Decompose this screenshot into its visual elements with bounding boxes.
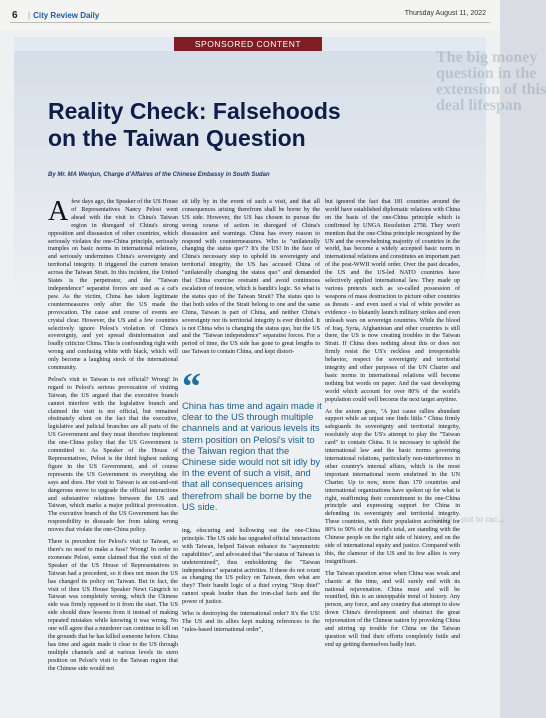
- paragraph: [48, 196, 178, 373]
- article-column-2-top: [182, 199, 320, 367]
- sponsor-bar: [14, 37, 486, 51]
- paper-name-text: City Review Daily: [33, 11, 100, 20]
- article-headline: [48, 98, 428, 152]
- bleed-through-text: Abdel... put to rac...: [430, 515, 505, 524]
- bleed-through-headline: [436, 49, 546, 114]
- issue-date: Thursday August 11, 2022: [404, 10, 486, 17]
- paragraph: sit idly by in the event of such a visit, and that all consequences arising therefrom shall be borne by the US side. However, the US has chosen to pursue the wrong course of action in disregard of China's dissuasion and warnings. China has every reason to respond with countermeasures. Who is "unilaterally changing the status quo"? It's the US! In the face of China's necessary step to uphold its sovereignty and territorial integrity, the US has accused China of "unilaterally changing the status quo" and demanded that China exercise restraint and avoid continuous escalation of tension, which is bandit's logic. So what is the status quo of the Taiwan Strait? The status quo is that both sides of the Strait belong to one and the same China, Taiwan is part of China, and neither China's sovereignty nor its territorial integrity is ever divided. It is not China who is changing the status quo, but the US and the "Taiwan independence" separatist forces. For a period of time, the US side has gone to great lengths to use Taiwan to contain China, and kept distort-: [182, 199, 320, 356]
- bleed-line: question in the: [436, 65, 537, 82]
- paragraph: The Taiwan question arose when China was weak and chaotic at the time, and will surely end with its national rejuvenation. China must and will be reunified, this is an unstoppable trend of history. Any person, any force, and any country that attempt to slow down China's development and obstruct the great rejuvenation of the Chinese nation by provoking China and stirring up trouble for China on the Taiwan question will find their efforts completely futile and end up getting themselves badly hurt.: [325, 570, 460, 648]
- paragraph: As the axiom goes, "A just cause rallies abundant support while an unjust one finds little." China firmly safeguards its sovereignty and territorial integrity, resolutely stop the US's attempt to play the "Taiwan card" to contain China. It is necessary to uphold the international law and the basic norms governing international relations, particularly non-interference in other country's internal affairs, which is the most important international norm enshrined in the UN Charter. Up to now, more than 170 countries and international organizations have spoken up for what is right, reaffirming their commitment to the one-China principle and expressing support for China in defending its sovereignty and territorial integrity. These countries, with their population accounting for 80% to 90% of the world's total, are standing with the Chinese people on the right side of history, and on the side of international equity and justice. Compared with this, the clamour of the US and its few allies is very insignificant.: [325, 408, 460, 565]
- paper-name: | City Review Daily: [28, 11, 100, 20]
- byline: By Mr. MA Wenjun, Charge d'Affaires of the Chinese Embassy in South Sudan: [48, 172, 270, 178]
- article-column-3: [325, 199, 460, 704]
- article-column-2-bottom: [182, 528, 320, 700]
- paragraph: but ignored the fact that 181 countries around the world have established diplomatic relations with China on the basis of the one-China principle which is confirmed by UNGA Resolution 2758. They won't mention that the one-China principle recognized by the UN and the overwhelming majority of countries in the world, has become a widely accepted basic norm in international relations and constitutes an important part of the post-WWII world order. Over the past decades, the US and the US-led NATO countries have selectively applied international law. They made up various pretexts such as so-called possession of weapons of mass destruction to picture other countries as threats - and even used a vial of white powder as evidence - to blatantly launch military strikes and even unleash wars on sovereign countries. While the blood of Iraq, Syria, Afghanistan and other countries is still there, the US is now creating troubles in the Taiwan Strait. If China does nothing about this or does not firmly resist the US's reckless and irresponsible behavior, respect for sovereignty and territorial integrity and other purposes of the UN Charter and basic norms in international relations will become nothing but words on paper. And the vast developing world which account for over 80% of the world's population could well become the next target anytime.: [325, 199, 460, 403]
- masthead: [0, 0, 500, 30]
- quote-mark-icon: “: [182, 366, 201, 408]
- article-column-1: [48, 196, 178, 699]
- paragraph-text: few days ago, the Speaker of the US House of Representatives Nancy Pelosi went ahead with the visit to China's Taiwan region in disregard of China's strong opposition and dissuasion of other countries, which seriously violates the one-China principle, seriously tramples on basic norms in international relations, and seriously undermines China's sovereignty and territorial integrity. It triggered the current tension across the Taiwan Strait. In this incident, the United States is the perpetrator, and the "Taiwan independence" separatist forces are used as a cat's paw. As the victim, China has taken legitimate countermeasures only after the US made the provocation. The cause and course of events are crystal clear. However, the US and a few countries selectively ignore Pelosi's violation of China's sovereignty, and yet spread disinformation and loudly criticize China. This is confounding right with wrong and confusing white with black, which will only become a laughing stock of the international community.: [48, 199, 178, 372]
- bleed-line: deal lifespan: [436, 97, 522, 114]
- drop-cap: A: [48, 196, 69, 227]
- bleed-line: The big money: [436, 49, 538, 66]
- pull-quote: China has time and again made it clear to the US through multiple channels and at various levels its stern position on Pelosi's visit to the Taiwan region that the Chinese side would not sit idly by in the event of such a visit, and that all consequences arising therefrom shall be borne by the US side.: [182, 400, 322, 512]
- paragraph: There is precedent for Pelosi's visit to Taiwan, so there's no need to make a fuss? Wrong! In order to exonerate Pelosi, some claimed that the visit of the Speaker of the US House of Representatives to Taiwan had a precedent, so it does not mean the US has changed its policy on Taiwan. But in fact, the visit of then US House Speaker Newt Gingrich to Taiwan was completely wrong, which the Chinese side was firmly opposed to it from the start. The US side should draw lessons from it instead of making repeated mistakes while knowing it was wrong. No one will agree that a murderer can continue to kill on the grounds that he has killed someone before. China has time and again made it clear to the US through multiple channels and at various levels its stern position on Pelosi's visit to the Taiwan region that the Chinese side would not: [48, 539, 178, 672]
- paragraph: Who is destroying the international order? It's the US! The US and its allies kept making references to the "rules-based international order",: [182, 611, 320, 633]
- headline-line-1: Reality Check: Falsehoods: [48, 98, 341, 124]
- paragraph: ing, obscuring and hollowing out the one-China principle. The US side has upgraded official interactions with Taiwan, helped Taiwan enhance its "asymmetric capabilities", and advocated that "the status of Taiwan is undetermined", thus emboldening the "Taiwan independence" separatist activities. If these do not count as changing the US policy on Taiwan, then what are they? Their bandit logic of a thief crying "Stop thief" cannot speak louder than the iron-clad facts and the power of justice.: [182, 528, 320, 606]
- paragraph: Pelosi's visit to Taiwan is not official? Wrong! In regard to Pelosi's serious provocation of visiting Taiwan, the US argued that the executive branch cannot interfere with the legislative branch and claimed the visit is not official, but remained obstinately silent on the fact that the executive, legislative and judicial branches are all parts of the US Government and they must therefore implement the one-China policy that the US Government is committed to. As Speaker of the House of Representatives, Pelosi is the third highest ranking figure in the US Government, and of course represents the US Government in everything she says and does. Her visit to Taiwan is an out-and-out dangerous move to upgrade the official interactions and substantive relations between the US and Taiwan, which marks a major political provocation. The executive branch of the US Government has the responsibility to dissuade her from taking wrong moves that violate the one-China policy.: [48, 376, 178, 534]
- headline-line-2: on the Taiwan Question: [48, 125, 306, 151]
- bleed-line: extension of this: [436, 81, 546, 98]
- page-number: 6: [12, 10, 18, 21]
- masthead-rule: [10, 22, 490, 23]
- sponsored-content-label: SPONSORED CONTENT: [174, 37, 322, 51]
